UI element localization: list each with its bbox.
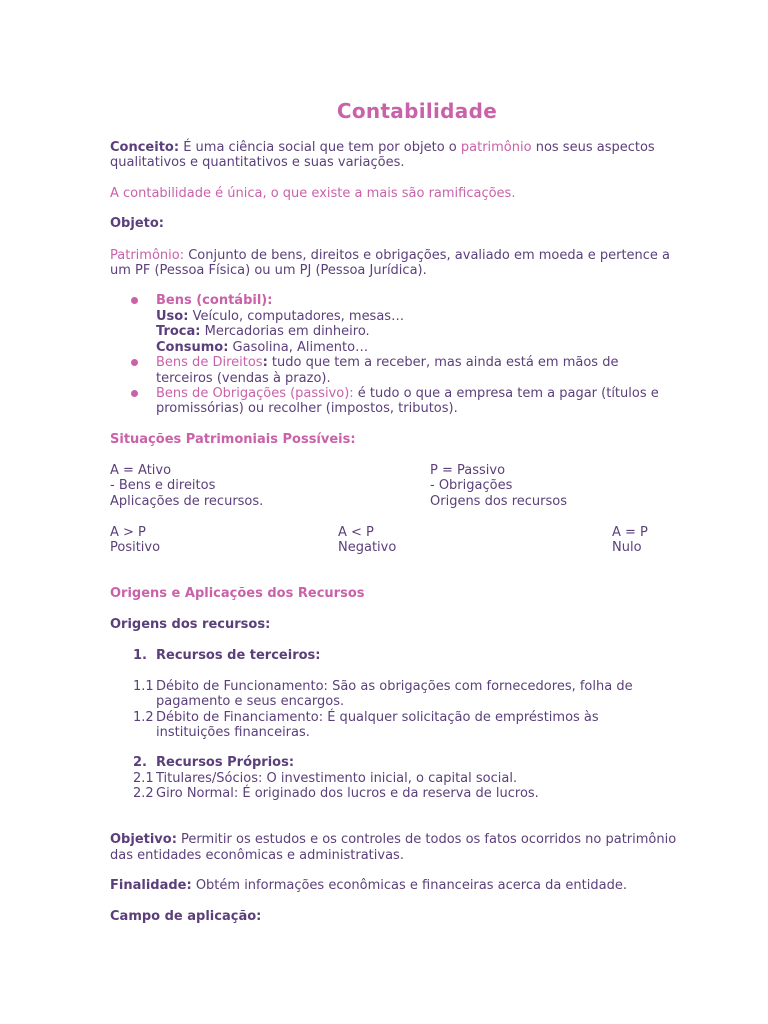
conceito-paragraph [110,140,655,156]
patrimonio-paragraph [110,248,670,264]
ativo-line: A = Ativo [110,463,172,478]
case-result: Nulo [612,540,642,555]
patrimonio-label: Patrimônio: [110,248,185,263]
giro-normal: Giro Normal: É originado dos lucros e da reserva de lucros. [156,786,539,801]
ativo-line: - Bens e direitos [110,478,216,493]
list-number: 2. [133,755,147,770]
situacoes-heading: Situações Patrimoniais Possíveis: [110,432,356,447]
case-relation: A = P [612,525,648,540]
passivo-line: Origens dos recursos [430,494,567,509]
case-result: Negativo [338,540,397,555]
recursos-terceiros-label: Recursos de terceiros: [156,648,321,663]
list-number: 1.1 [133,679,154,694]
patrimonio-highlight: patrimônio [460,140,532,155]
obrigacoes-label: Bens de Obrigações (passivo): [156,386,354,401]
list-number: 2.1 [133,771,154,786]
case-result: Positivo [110,540,161,555]
troca-text: Mercadorias em dinheiro. [200,324,370,339]
uso-label: Uso: [156,309,189,324]
debito-financiamento: Débito de Financiamento: É qualquer solicitação de empréstimos às [156,710,599,725]
obrigacoes-line2: promissórias) ou recolher (impostos, tributos). [156,401,458,416]
conceito-text-after: nos seus aspectos [531,140,655,155]
direitos-line2: terceiros (vendas à prazo). [156,371,331,386]
uso-text: Veículo, computadores, mesas… [188,309,405,324]
campo-aplicacao-label: Campo de aplicação: [110,909,262,924]
patrimonio-text: Conjunto de bens, direitos e obrigações, avaliado em moeda e pertence a [184,248,671,263]
obrigacoes-text: é tudo o que a empresa tem a pagar (títulos e [353,386,659,401]
objeto-label: Objeto: [110,216,164,231]
origens-heading: Origens e Aplicações dos Recursos [110,586,365,601]
bens-label: Bens (contábil): [156,293,273,308]
consumo-label: Consumo: [156,340,229,355]
list-number: 1. [133,648,147,663]
obrigacoes-line [156,386,659,402]
objetivo-text: Permitir os estudos e os controles de todos os fatos ocorridos no patrimônio [176,832,677,847]
debito-funcionamento: Débito de Funcionamento: São as obrigações com fornecedores, folha de [156,679,633,694]
origens-subheading: Origens dos recursos: [110,617,271,632]
passivo-line: - Obrigações [430,478,513,493]
unica-statement: A contabilidade é única, o que existe a mais são ramificações. [110,186,516,201]
troca-line [156,324,370,340]
conceito-line2: qualitativos e quantitativos e suas variações. [110,155,405,170]
recursos-proprios-label: Recursos Próprios: [156,755,295,770]
bullet-dot [131,390,138,397]
patrimonio-line2: um PF (Pessoa Física) ou um PJ (Pessoa Jurídica). [110,263,427,278]
bullet-dot [131,359,138,366]
debito-funcionamento-line2: pagamento e seus encargos. [156,694,345,709]
troca-label: Troca: [156,324,201,339]
case-relation: A > P [110,525,146,540]
direitos-text: tudo que tem a receber, mas ainda está em mãos de [267,355,619,370]
finalidade-text: Obtém informações econômicas e financeiras acerca da entidade. [191,878,627,893]
objetivo-paragraph [110,832,676,848]
uso-line [156,309,404,325]
list-number: 2.2 [133,786,154,801]
conceito-text: É uma ciência social que tem por objeto o [179,140,461,155]
conceito-label: Conceito: [110,140,180,155]
consumo-line [156,340,368,356]
finalidade-label: Finalidade: [110,878,192,893]
titulares-socios: Titulares/Sócios: O investimento inicial, o capital social. [156,771,518,786]
direitos-line [156,355,618,371]
case-relation: A < P [338,525,374,540]
consumo-text: Gasolina, Alimento… [228,340,369,355]
list-number: 1.2 [133,710,154,725]
finalidade-paragraph [110,878,627,894]
direitos-label: Bens de Direitos [156,355,263,370]
direitos-colon: : [262,355,268,370]
objetivo-label: Objetivo: [110,832,177,847]
debito-financiamento-line2: instituições financeiras. [156,725,310,740]
passivo-line: P = Passivo [430,463,506,478]
page-title: Contabilidade [336,99,498,123]
bullet-dot [131,297,138,304]
objetivo-line2: das entidades econômicas e administrativas. [110,848,404,863]
ativo-line: Aplicações de recursos. [110,494,264,509]
